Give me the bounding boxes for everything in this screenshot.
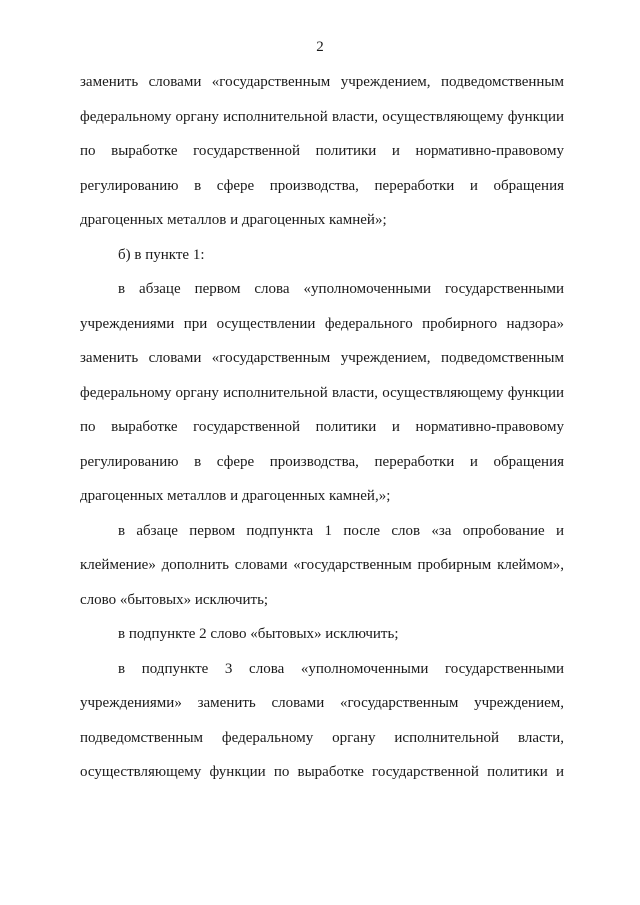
text-line: в абзаце первом подпункта 1 после слов «за опробование и bbox=[118, 522, 564, 539]
text-line: в подпункте 2 слово «бытовых» исключить; bbox=[118, 626, 399, 642]
text-line: учреждениями» заменить словами «государственным учреждением, bbox=[80, 695, 564, 711]
text-line: федеральному органу исполнительной власти, осуществляющему функции bbox=[80, 384, 564, 401]
text-line: в подпункте 3 слова «уполномоченными государственными bbox=[118, 660, 564, 677]
page-number: 2 bbox=[316, 39, 324, 55]
text-line: по выработке государственной политики и нормативно-правовому bbox=[80, 419, 564, 435]
text-line: федеральному органу исполнительной власти, осуществляющему функции bbox=[80, 108, 564, 125]
text-line: регулированию в сфере производства, переработки и обращения bbox=[80, 177, 564, 194]
document-body bbox=[80, 72, 564, 797]
text-line: заменить словами «государственным учреждением, подведомственным bbox=[80, 74, 564, 90]
paragraph-heading: б) в пункте 1: bbox=[118, 246, 205, 263]
text-line: заменить словами «государственным учреждением, подведомственным bbox=[80, 350, 564, 366]
text-line: слово «бытовых» исключить; bbox=[80, 591, 269, 608]
text-line: по выработке государственной политики и нормативно-правовому bbox=[80, 143, 564, 159]
text-line: драгоценных металлов и драгоценных камней,»; bbox=[80, 488, 391, 504]
text-line: осуществляющему функции по выработке государственной политики и bbox=[80, 764, 564, 780]
text-line: в абзаце первом слова «уполномоченными государственными bbox=[118, 281, 564, 297]
text-line: подведомственным федеральному органу исполнительной власти, bbox=[80, 729, 564, 746]
text-line: учреждениями при осуществлении федерального пробирного надзора» bbox=[80, 315, 564, 332]
text-line: клеймение» дополнить словами «государственным пробирным клеймом», bbox=[80, 557, 564, 573]
text-line: драгоценных металлов и драгоценных камней»; bbox=[80, 212, 387, 228]
text-line: регулированию в сфере производства, переработки и обращения bbox=[80, 453, 564, 470]
